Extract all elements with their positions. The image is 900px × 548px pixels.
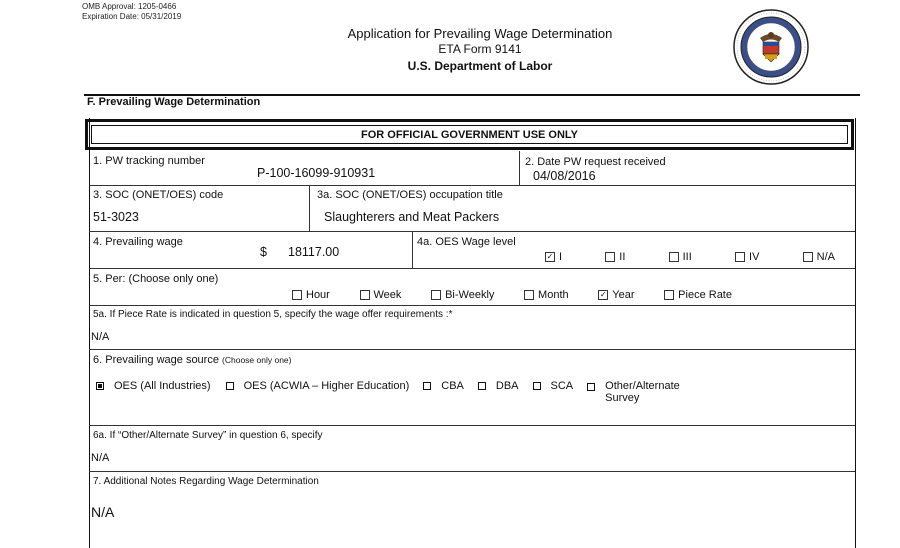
dol-seal-icon	[732, 8, 810, 86]
row-divider	[89, 185, 855, 186]
checkbox[interactable]: ✓	[546, 252, 554, 262]
divider	[309, 186, 310, 231]
option-label: N/A	[816, 251, 835, 263]
checkbox[interactable]	[524, 290, 534, 300]
q1-label: 1. PW tracking number	[93, 155, 205, 167]
row-divider	[89, 471, 855, 472]
checkbox[interactable]	[533, 382, 541, 390]
q4a-label: 4a. OES Wage level	[417, 236, 516, 248]
option-label: Piece Rate	[678, 289, 732, 301]
option-label: Year	[612, 289, 635, 301]
checkbox[interactable]	[478, 382, 486, 390]
official-use-text: FOR OFFICIAL GOVERNMENT USE ONLY	[91, 125, 848, 144]
wage-source-option[interactable]	[478, 380, 519, 392]
wage-source-option[interactable]	[226, 380, 410, 392]
wage-source-options	[96, 380, 846, 404]
wage-source-option[interactable]	[423, 380, 464, 392]
official-use-banner	[85, 119, 854, 150]
wage-source-option[interactable]	[533, 380, 574, 392]
row-divider	[89, 231, 855, 232]
q2-label: 2. Date PW request received	[525, 156, 666, 168]
q5a-label: 5a. If Piece Rate is indicated in question 5, specify the wage offer requirements :*	[93, 309, 453, 320]
q6-label-text: 6. Prevailing wage source	[93, 354, 219, 366]
department-name: U.S. Department of Labor	[407, 59, 553, 73]
option-label: II	[619, 251, 626, 263]
pay-period-options	[292, 289, 732, 301]
option-label: I	[559, 251, 563, 263]
currency-symbol: $	[260, 245, 267, 259]
section-title: F. Prevailing Wage Determination	[87, 96, 261, 108]
checkbox[interactable]	[587, 383, 595, 391]
wage-level-option[interactable]	[669, 251, 692, 263]
wage-level-option[interactable]	[605, 251, 625, 263]
checkbox[interactable]	[431, 290, 441, 300]
option-label: IV	[749, 251, 760, 263]
row-divider	[89, 305, 855, 306]
divider	[412, 232, 413, 268]
expiration-date: Expiration Date: 05/31/2019	[82, 12, 182, 21]
q3-label: 3. SOC (ONET/OES) code	[93, 189, 224, 201]
checkbox[interactable]	[360, 290, 370, 300]
pay-period-option[interactable]	[664, 289, 732, 301]
option-label: Bi-Weekly	[445, 289, 495, 301]
occupation-title[interactable]: Slaughterers and Meat Packers	[324, 210, 500, 224]
option-label: Month	[538, 289, 569, 301]
wage-level-option[interactable]	[803, 251, 835, 263]
option-label: SCA	[550, 380, 574, 392]
row-divider	[89, 349, 855, 350]
option-label-line1: Other/Alternate	[605, 380, 680, 392]
checkbox[interactable]	[664, 290, 674, 300]
wage-level-option[interactable]	[735, 251, 759, 263]
option-label: Hour	[306, 289, 330, 301]
pay-period-option[interactable]	[524, 289, 569, 301]
pw-tracking-number[interactable]: P-100-16099-910931	[257, 166, 376, 180]
wage-level-options	[545, 251, 835, 263]
option-label: CBA	[441, 380, 464, 392]
wage-level-option[interactable]	[545, 251, 562, 263]
q4-label: 4. Prevailing wage	[93, 236, 183, 248]
q6a-label: 6a. If “Other/Alternate Survey” in question 6, specify	[93, 430, 323, 441]
pay-period-option[interactable]	[431, 289, 494, 301]
q6-label	[93, 354, 292, 366]
q3a-label: 3a. SOC (ONET/OES) occupation title	[317, 189, 503, 201]
option-label-line2: Survey	[605, 392, 640, 404]
checkbox[interactable]	[669, 252, 679, 262]
row-divider	[89, 425, 855, 426]
option-label	[605, 380, 680, 404]
checkbox[interactable]	[735, 252, 745, 262]
option-label: OES (All Industries)	[114, 380, 211, 392]
checkbox[interactable]	[96, 382, 104, 390]
checkbox[interactable]	[803, 252, 813, 262]
q5-label: 5. Per: (Choose only one)	[93, 273, 219, 285]
piece-rate-requirements[interactable]: N/A	[91, 331, 110, 343]
checkbox[interactable]: ✓	[599, 290, 607, 300]
omb-approval: OMB Approval: 1205-0466	[82, 2, 177, 11]
checkbox[interactable]	[423, 382, 431, 390]
form-title: Application for Prevailing Wage Determination	[347, 26, 613, 41]
row-divider	[89, 268, 855, 269]
pay-period-option[interactable]	[360, 289, 402, 301]
checkbox[interactable]	[226, 382, 234, 390]
alternate-survey-spec[interactable]: N/A	[91, 452, 110, 464]
option-label: DBA	[495, 380, 519, 392]
option-label: OES (ACWIA – Higher Education)	[243, 380, 410, 392]
wage-source-option[interactable]	[587, 380, 680, 404]
soc-code[interactable]: 51-3023	[93, 210, 139, 224]
q7-label: 7. Additional Notes Regarding Wage Determination	[93, 476, 319, 487]
date-received[interactable]: 04/08/2016	[533, 169, 596, 183]
divider	[519, 151, 520, 185]
wage-source-option[interactable]	[96, 380, 211, 392]
omb-info	[82, 2, 181, 22]
checkbox[interactable]	[605, 252, 615, 262]
pay-period-option[interactable]	[292, 289, 330, 301]
q6-label-note: (Choose only one)	[222, 355, 292, 365]
form-number: ETA Form 9141	[438, 42, 522, 56]
additional-notes[interactable]: N/A	[91, 504, 115, 520]
pay-period-option[interactable]	[598, 289, 634, 301]
option-label: Week	[373, 289, 402, 301]
option-label: III	[682, 251, 692, 263]
checkbox[interactable]	[292, 290, 302, 300]
prevailing-wage[interactable]: 18117.00	[288, 245, 340, 259]
